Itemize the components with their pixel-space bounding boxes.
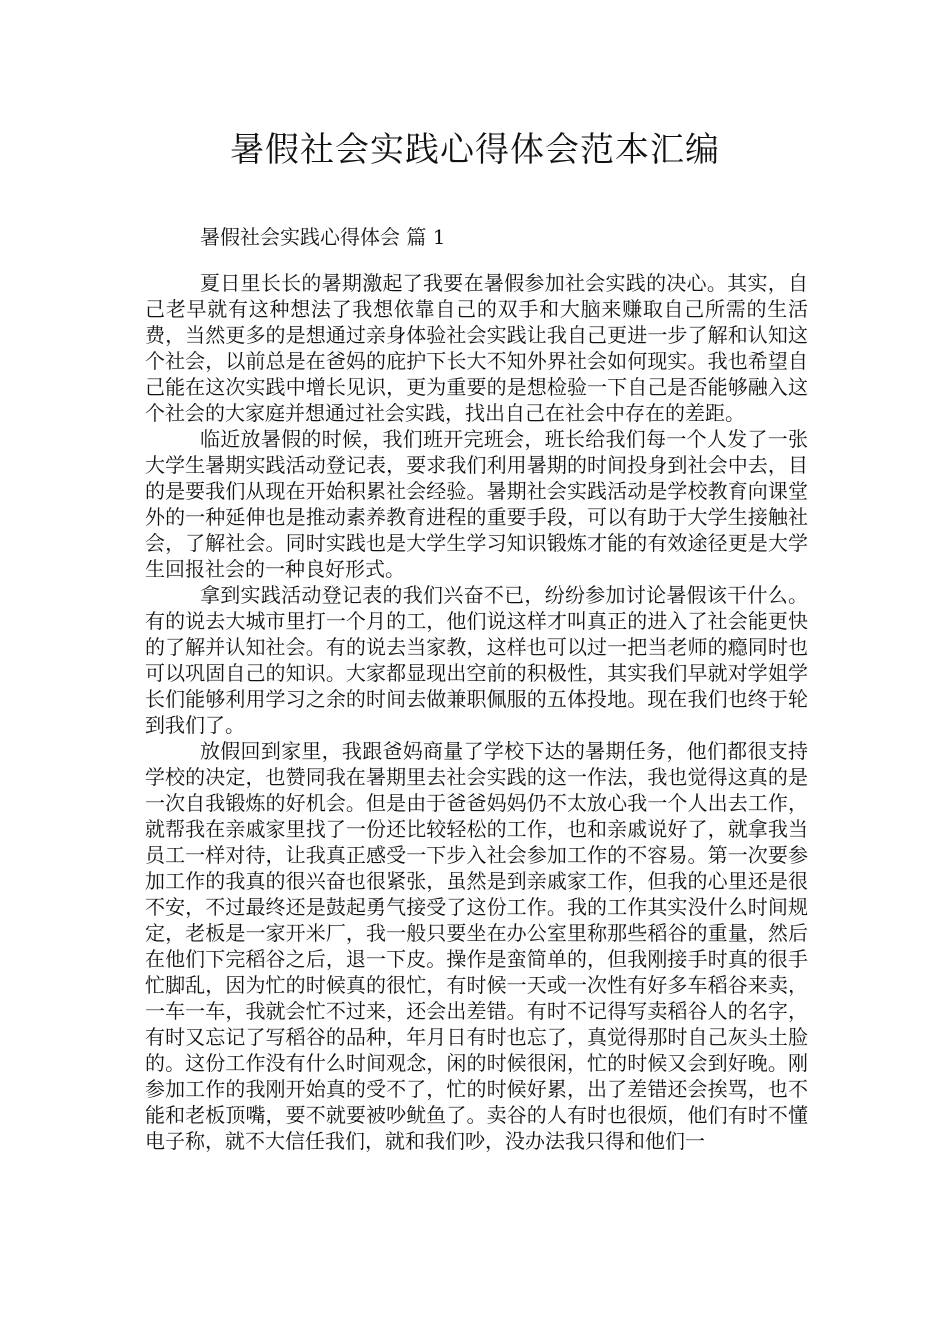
paragraph-3: 拿到实践活动登记表的我们兴奋不已，纷纷参加讨论暑假该干什么。有的说去大城市里打一个月的工，他们说这样才叫真正的进入了社会能更快的了解并认知社会。有的说去当家教，这样也可以过一把当老师的瘾同时也可以巩固自己的知识。大家都显现出空前的积极性，其实我们早就对学姐学长们能够利用学习之余的时间去做兼职佩服的五体投地。现在我们也终于轮到我们了。: [145, 583, 808, 737]
paragraph-4: 放假回到家里，我跟爸妈商量了学校下达的暑期任务，他们都很支持学校的决定，也赞同我在暑期里去社会实践的这一作法，我也觉得这真的是一次自我锻炼的好机会。但是由于爸爸妈妈仍不太放心我一个人出去工作，就帮我在亲戚家里找了一份还比较轻松的工作，也和亲戚说好了，就拿我当员工一样对待，让我真正感受一下步入社会参加工作的不容易。第一次要参加工作的我真的很兴奋也很紧张，虽然是到亲戚家工作，但我的心里还是很不安，不过最终还是鼓起勇气接受了这份工作。我的工作其实没什么时间规定，老板是一家开米厂，我一般只要坐在办公室里称那些稻谷的重量，然后在他们下完稻谷之后，退一下皮。操作是蛮简单的，但我刚接手时真的很手忙脚乱，因为忙的时候真的很忙，有时候一天或一次性有好多车稻谷来卖，一车一车，我就会忙不过来，还会出差错。有时不记得写卖稻谷人的名字，有时又忘记了写稻谷的品种，年月日有时也忘了，真觉得那时自己灰头土脸的。这份工作没有什么时间观念，闲的时候很闲，忙的时候又会到好晚。刚参加工作的我刚开始真的受不了，忙的时候好累，出了差错还会挨骂，也不能和老板顶嘴，要不就要被吵鱿鱼了。卖谷的人有时也很烦，他们有时不懂电子称，就不大信任我们，就和我们吵，没办法我只得和他们一: [145, 739, 808, 1153]
document-title: 暑假社会实践心得体会范本汇编: [230, 130, 720, 170]
document-body: [145, 270, 808, 1154]
paragraph-2: 临近放暑假的时候，我们班开完班会，班长给我们每一个人发了一张大学生暑期实践活动登记表，要求我们利用暑期的时间投身到社会中去，目的是要我们从现在开始积累社会经验。暑期社会实践活动是学校教育向课堂外的一种延伸也是推动素养教育进程的重要手段，可以有助于大学生接触社会，了解社会。同时实践也是大学生学习知识锻炼才能的有效途径更是大学生回报社会的一种良好形式。: [145, 427, 808, 581]
paragraph-1: 夏日里长长的暑期激起了我要在暑假参加社会实践的决心。其实，自己老早就有这种想法了我想依靠自己的双手和大脑来赚取自己所需的生活费，当然更多的是想通过亲身体验社会实践让我自己更进一步了解和认知这个社会，以前总是在爸妈的庇护下长大不知外界社会如何现实。我也希望自己能在这次实践中增长见识，更为重要的是想检验一下自己是否能够融入这个社会的大家庭并想通过社会实践，找出自己在社会中存在的差距。: [145, 271, 808, 425]
section-heading: 暑假社会实践心得体会 篇 1: [200, 225, 446, 249]
